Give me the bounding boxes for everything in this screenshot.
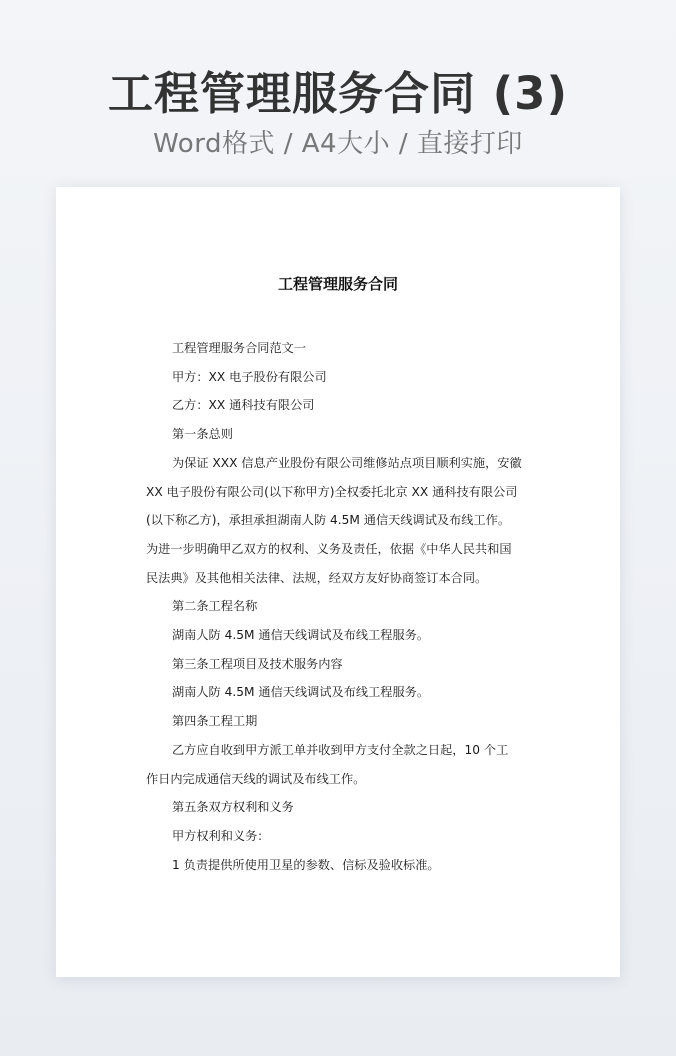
document-paragraph: XX 电子股份有限公司(以下称甲方)全权委托北京 XX 通科技有限公司: [146, 484, 518, 499]
document-paragraph: 甲方：XX 电子股份有限公司: [172, 369, 327, 384]
document-paragraph: 民法典》及其他相关法律、法规，经双方友好协商签订本合同。: [146, 570, 488, 585]
document-paragraph: 为进一步明确甲乙双方的权利、义务及责任，依据《中华人民共和国: [146, 541, 512, 556]
document-paragraph: 1 负责提供所使用卫星的参数、信标及验收标准。: [172, 857, 440, 872]
document-paragraph: (以下称乙方)，承担承担湖南人防 4.5M 通信天线调试及布线工作。: [146, 513, 511, 528]
document-paragraph: 为保证 XXX 信息产业股份有限公司维修站点项目顺利实施，安徽: [172, 455, 522, 470]
document-paragraph: 第三条工程项目及技术服务内容: [172, 656, 343, 671]
document-paragraph: 甲方权利和义务：: [172, 828, 270, 843]
document-paragraph: 第四条工程工期: [172, 714, 258, 729]
document-paragraph: 湖南人防 4.5M 通信天线调试及布线工程服务。: [172, 685, 430, 700]
document-title: 工程管理服务合同: [277, 275, 398, 293]
document-paragraph: 乙方：XX 通科技有限公司: [172, 398, 315, 413]
document-paragraph: 乙方应自收到甲方派工单并收到甲方支付全款之日起，10 个工: [172, 742, 509, 757]
document-paragraph: 第五条双方权利和义务: [172, 800, 294, 815]
document-body: [146, 334, 536, 879]
document-paragraph: 工程管理服务合同范文一: [172, 341, 307, 355]
page-header: [0, 62, 676, 162]
page-subtitle: Word格式 / A4大小 / 直接打印: [153, 129, 523, 159]
document-paragraph: 作日内完成通信天线的调试及布线工作。: [146, 771, 366, 786]
document-paragraph: 第二条工程名称: [172, 599, 258, 614]
document-page: [56, 187, 620, 977]
page-title: 工程管理服务合同 (3): [107, 67, 569, 120]
document-paragraph: 湖南人防 4.5M 通信天线调试及布线工程服务。: [172, 628, 430, 643]
document-paragraph: 第一条总则: [172, 427, 233, 442]
